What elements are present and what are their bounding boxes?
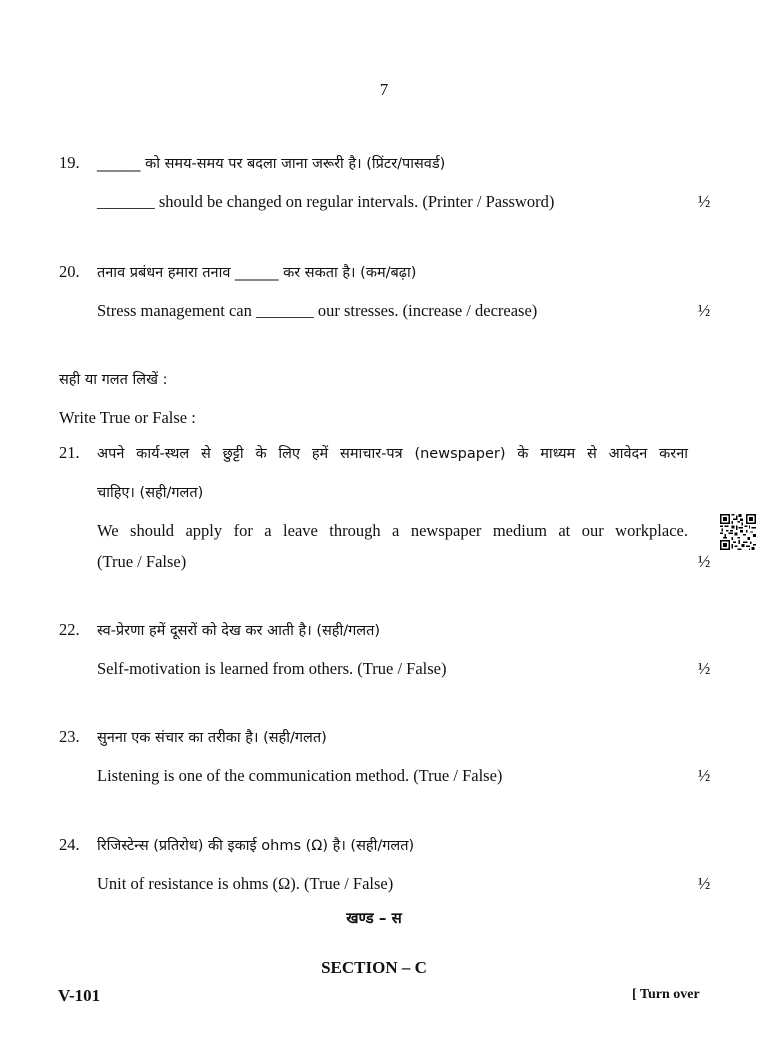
question-text-hindi: ______ को समय-समय पर बदला जाना जरूरी है। (प्रिंटर/पासवर्ड) (97, 156, 446, 172)
question-text-english: We should apply for a leave through a newspaper medium at our workplace. (97, 521, 688, 540)
question-number: 23. (59, 727, 80, 746)
marks: ½ (697, 659, 711, 678)
turn-over-label: [ Turn over (632, 987, 700, 1002)
question-number: 22. (59, 620, 80, 639)
section-heading-hindi: खण्ड – स (346, 909, 402, 927)
question-text-hindi: अपने कार्य-स्थल से छुट्टी के लिए हमें समाचार-पत्र (newspaper) के माध्यम से आवेदन करना (97, 446, 688, 462)
instruction-english: Write True or False : (59, 408, 196, 427)
question-text-hindi-continued: चाहिए। (सही/गलत) (97, 485, 204, 501)
marks: ½ (697, 766, 711, 785)
question-number: 19. (59, 153, 80, 172)
question-text-english: Unit of resistance is ohms (Ω). (True / False) (97, 874, 394, 893)
paper-code: V-101 (58, 986, 101, 1005)
marks: ½ (697, 192, 711, 211)
question-text-hindi: सुनना एक संचार का तरीका है। (सही/गलत) (97, 730, 327, 746)
question-text-english: Self-motivation is learned from others. (True / False) (97, 659, 447, 678)
marks: ½ (697, 874, 711, 893)
question-text-hindi: स्व-प्रेरणा हमें दूसरों को देख कर आती है। (सही/गलत) (97, 623, 381, 639)
question-text-english: _______ should be changed on regular intervals. (Printer / Password) (97, 192, 555, 211)
instruction-hindi: सही या गलत लिखें : (59, 372, 168, 388)
qr-code-icon (720, 514, 756, 550)
question-number: 24. (59, 835, 80, 854)
question-text-english: Stress management can _______ our stresses. (increase / decrease) (97, 301, 538, 320)
page-number: 7 (379, 80, 389, 99)
question-text-english: Listening is one of the communication method. (True / False) (97, 766, 503, 785)
marks: ½ (697, 552, 711, 571)
question-number: 21. (59, 443, 80, 462)
question-text-english-continued: (True / False) (97, 552, 187, 571)
question-text-hindi: तनाव प्रबंधन हमारा तनाव ______ कर सकता है। (कम/बढ़ा) (97, 265, 417, 281)
question-number: 20. (59, 262, 80, 281)
section-heading-english: SECTION – C (321, 958, 427, 977)
question-text-hindi: रिजिस्टेन्स (प्रतिरोध) की इकाई ohms (Ω) है। (सही/गलत) (97, 838, 415, 854)
marks: ½ (697, 301, 711, 320)
